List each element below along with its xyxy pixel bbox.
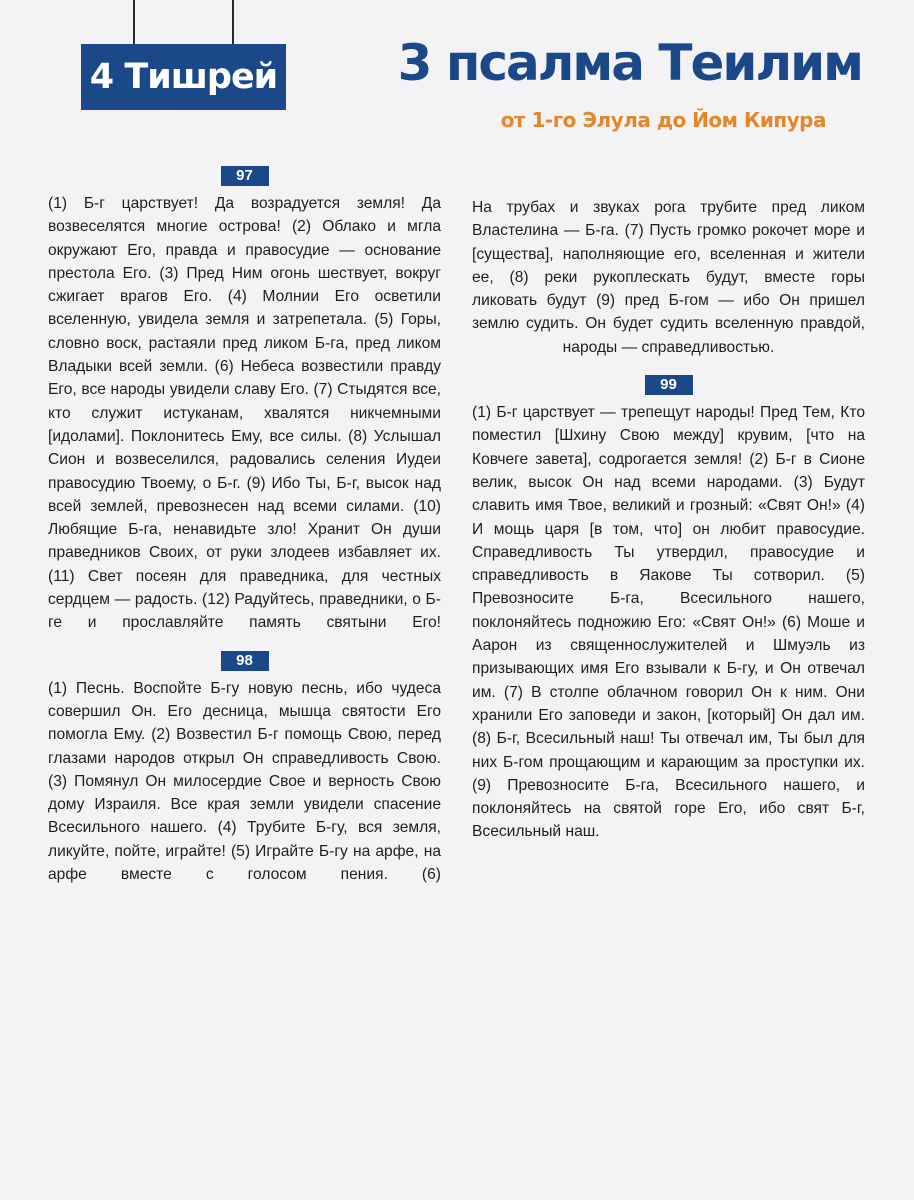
date-label: 4 Тишрей — [89, 57, 278, 97]
page-subtitle: от 1-го Элула до Йом Кипура — [500, 108, 826, 132]
hanger-line-left — [133, 0, 135, 44]
psalm-text: (1) Б-г царствует — трепещут народы! Пред Тем, Кто поместил [Шхину Свою между] крувим, [что на Ковчеге завета], содрогается земля! (2) Б-г в Сионе велик, высок Он над всеми народами. (3) Будут славить имя Твое, великий и грозный: «Свят Он!» (4) И мощь царя [в том, что] он любит правосудие. Справедливость Ты утвердил, правосудие и справедливость в Яакове Ты сотворил. (5) Превозносите Б-га, Всесильного нашего, поклоняйтесь подножию Его: «Свят Он!» (6) Моше и Аарон из священнослужителей и Шмуэль из призывающих имя Его взывали к Б-гу, и Он отвечал им. (7) В столпе облачном говорил Он к ним. Они хранили Его заповеди и закон, [который] Он дал им. (8) Б-г, Всесильный наш! Ты отвечал им, Ты был для них Б-гом прощающим и карающим за проступки их. (9) Превозносите Б-га, Всесильного нашего, и поклоняйтесь на святой горе Его, ибо свят Б-г, Всесильный наш. — [472, 404, 865, 841]
psalm-number-badge: 99 — [645, 375, 693, 395]
psalm-text: (1) Песнь. Воспойте Б-гу новую песнь, ибо чудеса совершил Он. Его десница, мышца святости Его помогла Ему. (2) Возвестил Б-г помощь Свою, перед глазами народов открыл Он справедливость Свою. (3) Помянул Он милосердие Свое и верность Свою дому Израиля. Все края земли увидели спасение Всесильного нашего. (4) Трубите Б-гу, вся земля, ликуйте, пойте, играйте! (5) Играйте Б-гу на арфе, на арфе вместе с голосом пения. (6) — [48, 679, 441, 884]
psalm-text: (1) Б-г царствует! Да возрадуется земля! Да возвеселятся многие острова! (2) Облако и мгла окружают Его, правда и правосудие — основание престола Его. (3) Пред Ним огонь шествует, вокруг сжигает врагов Его. (4) Молнии Его осветили вселенную, увидела земля и затрепетала. (5) Горы, словно воск, растаяли пред ликом Б-га, пред ликом Владыки всей земли. (6) Небеса возвестили правду Его, все народы увидели славу Его. (7) Стыдятся все, кто служит истуканам, хвалятся никчемными [идолами]. Поклонитесь Ему, все силы. (8) Услышал Сион и возвеселился, радовались селения Иудеи правосудию Твоему, о Б-г. (9) Ибо Ты, Б-г, высок над всей землей, превознесен над всеми силами. (10) Любящие Б-га, ненавидьте зло! Хранит Он души праведников Своих, от руки злодеев избавляет их. (11) Свет посеян для праведника, для честных сердцем — радость. (12) Радуйтесь, праведники, о Б-ге и прославляйте память святыни Его! — [48, 195, 441, 632]
hanger-line-right — [232, 0, 234, 44]
psalm-number-badge: 98 — [221, 651, 269, 671]
page-title: 3 псалма Теилим — [397, 34, 862, 92]
left-column — [48, 166, 441, 902]
date-badge — [81, 44, 286, 110]
psalm-text-continuation: На трубах и звуках рога трубите пред ликом Властелина — Б-га. (7) Пусть громко рокочет море и [существа], наполняющие его, вселенная и жители ее, (8) реки рукоплескать будут, вместе горы ликовать будут (9) пред Б-гом — ибо Он пришел землю судить. Он будет судить вселенную правдой, народы — справедливостью. — [472, 199, 865, 356]
right-column — [472, 196, 865, 860]
psalm-number-badge: 97 — [221, 166, 269, 186]
